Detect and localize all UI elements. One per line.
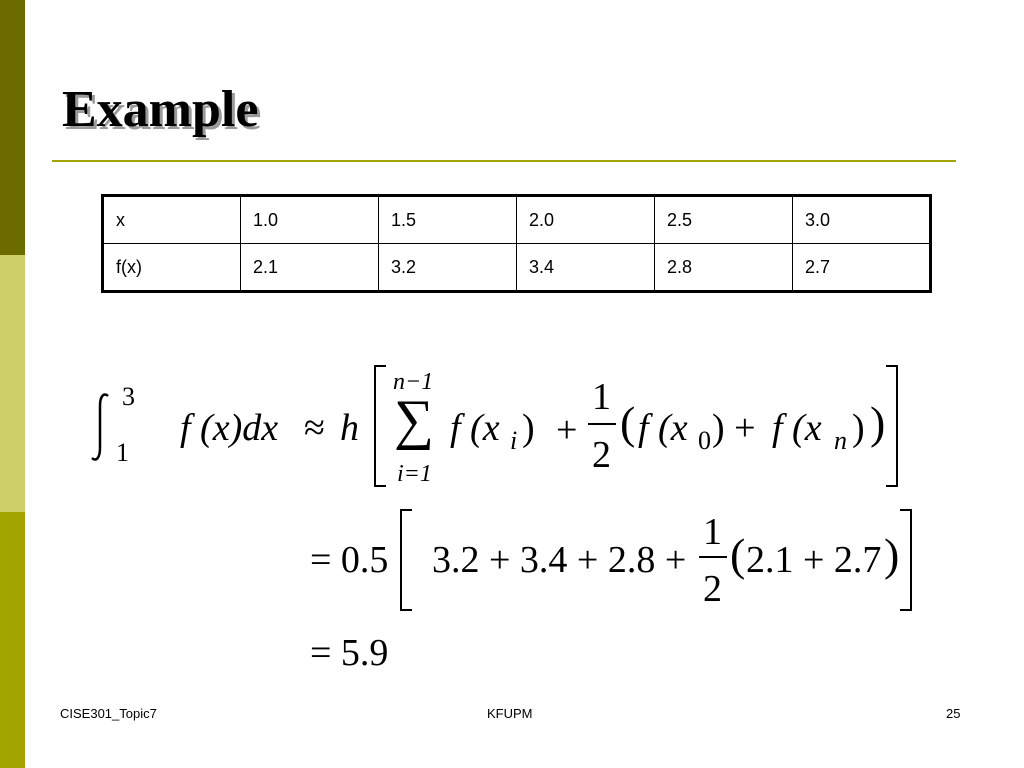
slide-title: Example — [62, 81, 259, 138]
open-paren: ( — [620, 397, 636, 448]
table-cell: 2.1 — [241, 244, 379, 292]
sidebar-segment-top — [0, 0, 25, 255]
table-cell: x — [103, 196, 241, 244]
sum-lower-limit: i=1 — [397, 461, 432, 487]
line3-result: = 5.9 — [310, 632, 389, 674]
line2-half-denominator: 2 — [703, 568, 722, 610]
footer-course: CISE301_Topic7 — [60, 706, 157, 721]
table-cell: 1.5 — [379, 196, 517, 244]
title-underline — [52, 160, 956, 162]
data-table — [101, 194, 932, 293]
step-h: h — [340, 407, 359, 449]
table-cell: 2.5 — [655, 196, 793, 244]
sidebar-segment-middle — [0, 255, 25, 512]
line2-close-paren: ) — [884, 529, 900, 580]
half-numerator: 1 — [592, 376, 611, 418]
table-cell: 2.0 — [517, 196, 655, 244]
line2-half-numerator: 1 — [703, 511, 722, 553]
subscript-n: n — [834, 426, 847, 455]
table-cell: 3.4 — [517, 244, 655, 292]
sidebar-decoration — [0, 0, 25, 768]
table-row — [103, 196, 931, 244]
right-bracket — [884, 364, 900, 488]
subscript-0: 0 — [698, 426, 711, 455]
line2-left-bracket — [398, 508, 414, 612]
sidebar-segment-bottom — [0, 512, 25, 768]
table-cell: 2.8 — [655, 244, 793, 292]
line2-right-bracket — [898, 508, 914, 612]
f-x0: f (x — [638, 407, 688, 449]
close-paren: ) — [870, 397, 886, 448]
sum-term: f (x — [450, 407, 500, 449]
fraction-bar — [588, 423, 616, 425]
table-cell: 1.0 — [241, 196, 379, 244]
integrand: f (x)dx — [180, 407, 279, 449]
sum-term-subscript: i — [510, 426, 518, 455]
half-denominator: 2 — [592, 434, 611, 476]
footer-page-number: 25 — [946, 706, 961, 721]
table-cell: 2.7 — [793, 244, 931, 292]
table-cell: f(x) — [103, 244, 241, 292]
line2-open-paren: ( — [730, 529, 746, 580]
table-cell: 3.0 — [793, 196, 931, 244]
approx-sign: ≈ — [304, 407, 325, 449]
integral-lower-limit: 1 — [116, 438, 129, 467]
table-cell: 3.2 — [379, 244, 517, 292]
sigma-icon: ∑ — [394, 389, 434, 451]
left-bracket — [372, 364, 388, 488]
table-row — [103, 244, 931, 292]
plus-sign: + — [556, 409, 578, 451]
line2-multiplier: = 0.5 — [310, 539, 389, 581]
line2-inner-sum: 2.1 + 2.7 — [746, 539, 882, 581]
line2-terms: 3.2 + 3.4 + 2.8 + — [432, 539, 687, 581]
integral-upper-limit: 3 — [122, 382, 135, 411]
f-xn: f (x — [772, 407, 822, 449]
sum-upper-limit: n−1 — [393, 369, 434, 395]
sum-term-close: ) — [522, 407, 535, 449]
f-xn-close: ) — [852, 407, 865, 449]
footer-institution: KFUPM — [487, 706, 533, 721]
line2-fraction-bar — [699, 556, 727, 558]
f-x0-close: ) + — [712, 407, 756, 449]
integral-sign — [90, 392, 112, 462]
